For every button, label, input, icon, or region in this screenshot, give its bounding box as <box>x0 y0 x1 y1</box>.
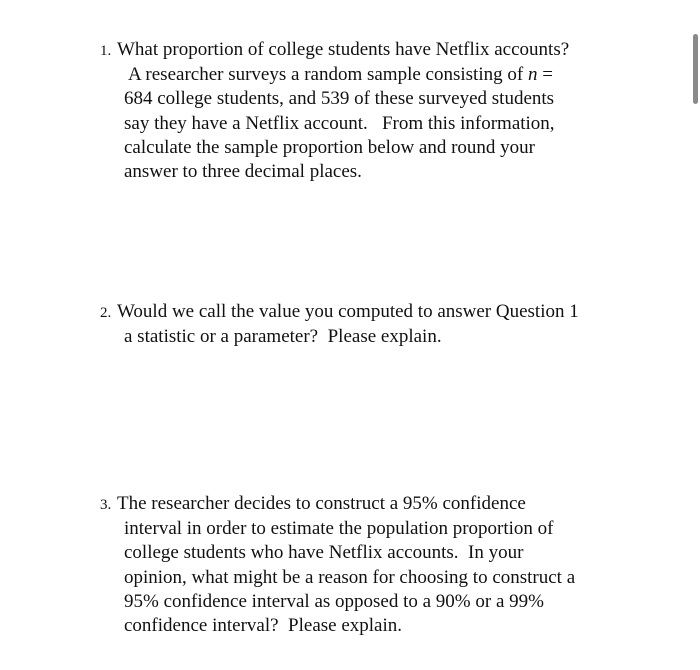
question-2-number: 2. <box>100 305 112 321</box>
vertical-scrollbar[interactable] <box>693 34 698 104</box>
question-2-line-1 <box>100 300 630 325</box>
question-1 <box>100 38 630 184</box>
question-2 <box>100 300 630 349</box>
question-1-text-1: What proportion of college students have Netflix accounts? <box>117 39 570 60</box>
question-1-text-2b: = <box>537 64 553 86</box>
question-3-line-1 <box>100 492 630 517</box>
question-1-number: 1. <box>100 43 112 59</box>
question-1-line-6: answer to three decimal places. <box>124 161 362 183</box>
sample-size-variable: n <box>527 64 538 86</box>
question-3 <box>100 492 630 638</box>
question-3-line-3: college students who have Netflix accounts. In your <box>124 542 524 564</box>
question-3-line-6: confidence interval? Please explain. <box>124 615 403 637</box>
question-2-line-2: a statistic or a parameter? Please explain. <box>124 326 442 348</box>
question-1-text-2a: A researcher surveys a random sample consisting of <box>128 64 528 86</box>
question-3-number: 3. <box>100 497 112 513</box>
question-1-line-5: calculate the sample proportion below and round your <box>124 136 536 158</box>
question-3-text-1: The researcher decides to construct a 95% confidence <box>117 493 526 514</box>
question-1-line-3: 684 college students, and 539 of these surveyed students <box>124 88 555 110</box>
question-3-line-2: interval in order to estimate the population proportion of <box>124 518 554 540</box>
question-3-line-4: opinion, what might be a reason for choosing to construct a <box>124 566 576 588</box>
question-3-line-5: 95% confidence interval as opposed to a 90% or a 99% <box>124 590 544 612</box>
question-1-line-2 <box>100 63 630 87</box>
question-2-text-1: Would we call the value you computed to answer Question 1 <box>117 301 579 322</box>
question-1-line-1 <box>100 38 630 63</box>
question-1-line-4: say they have a Netflix account. From this information, <box>124 112 555 134</box>
